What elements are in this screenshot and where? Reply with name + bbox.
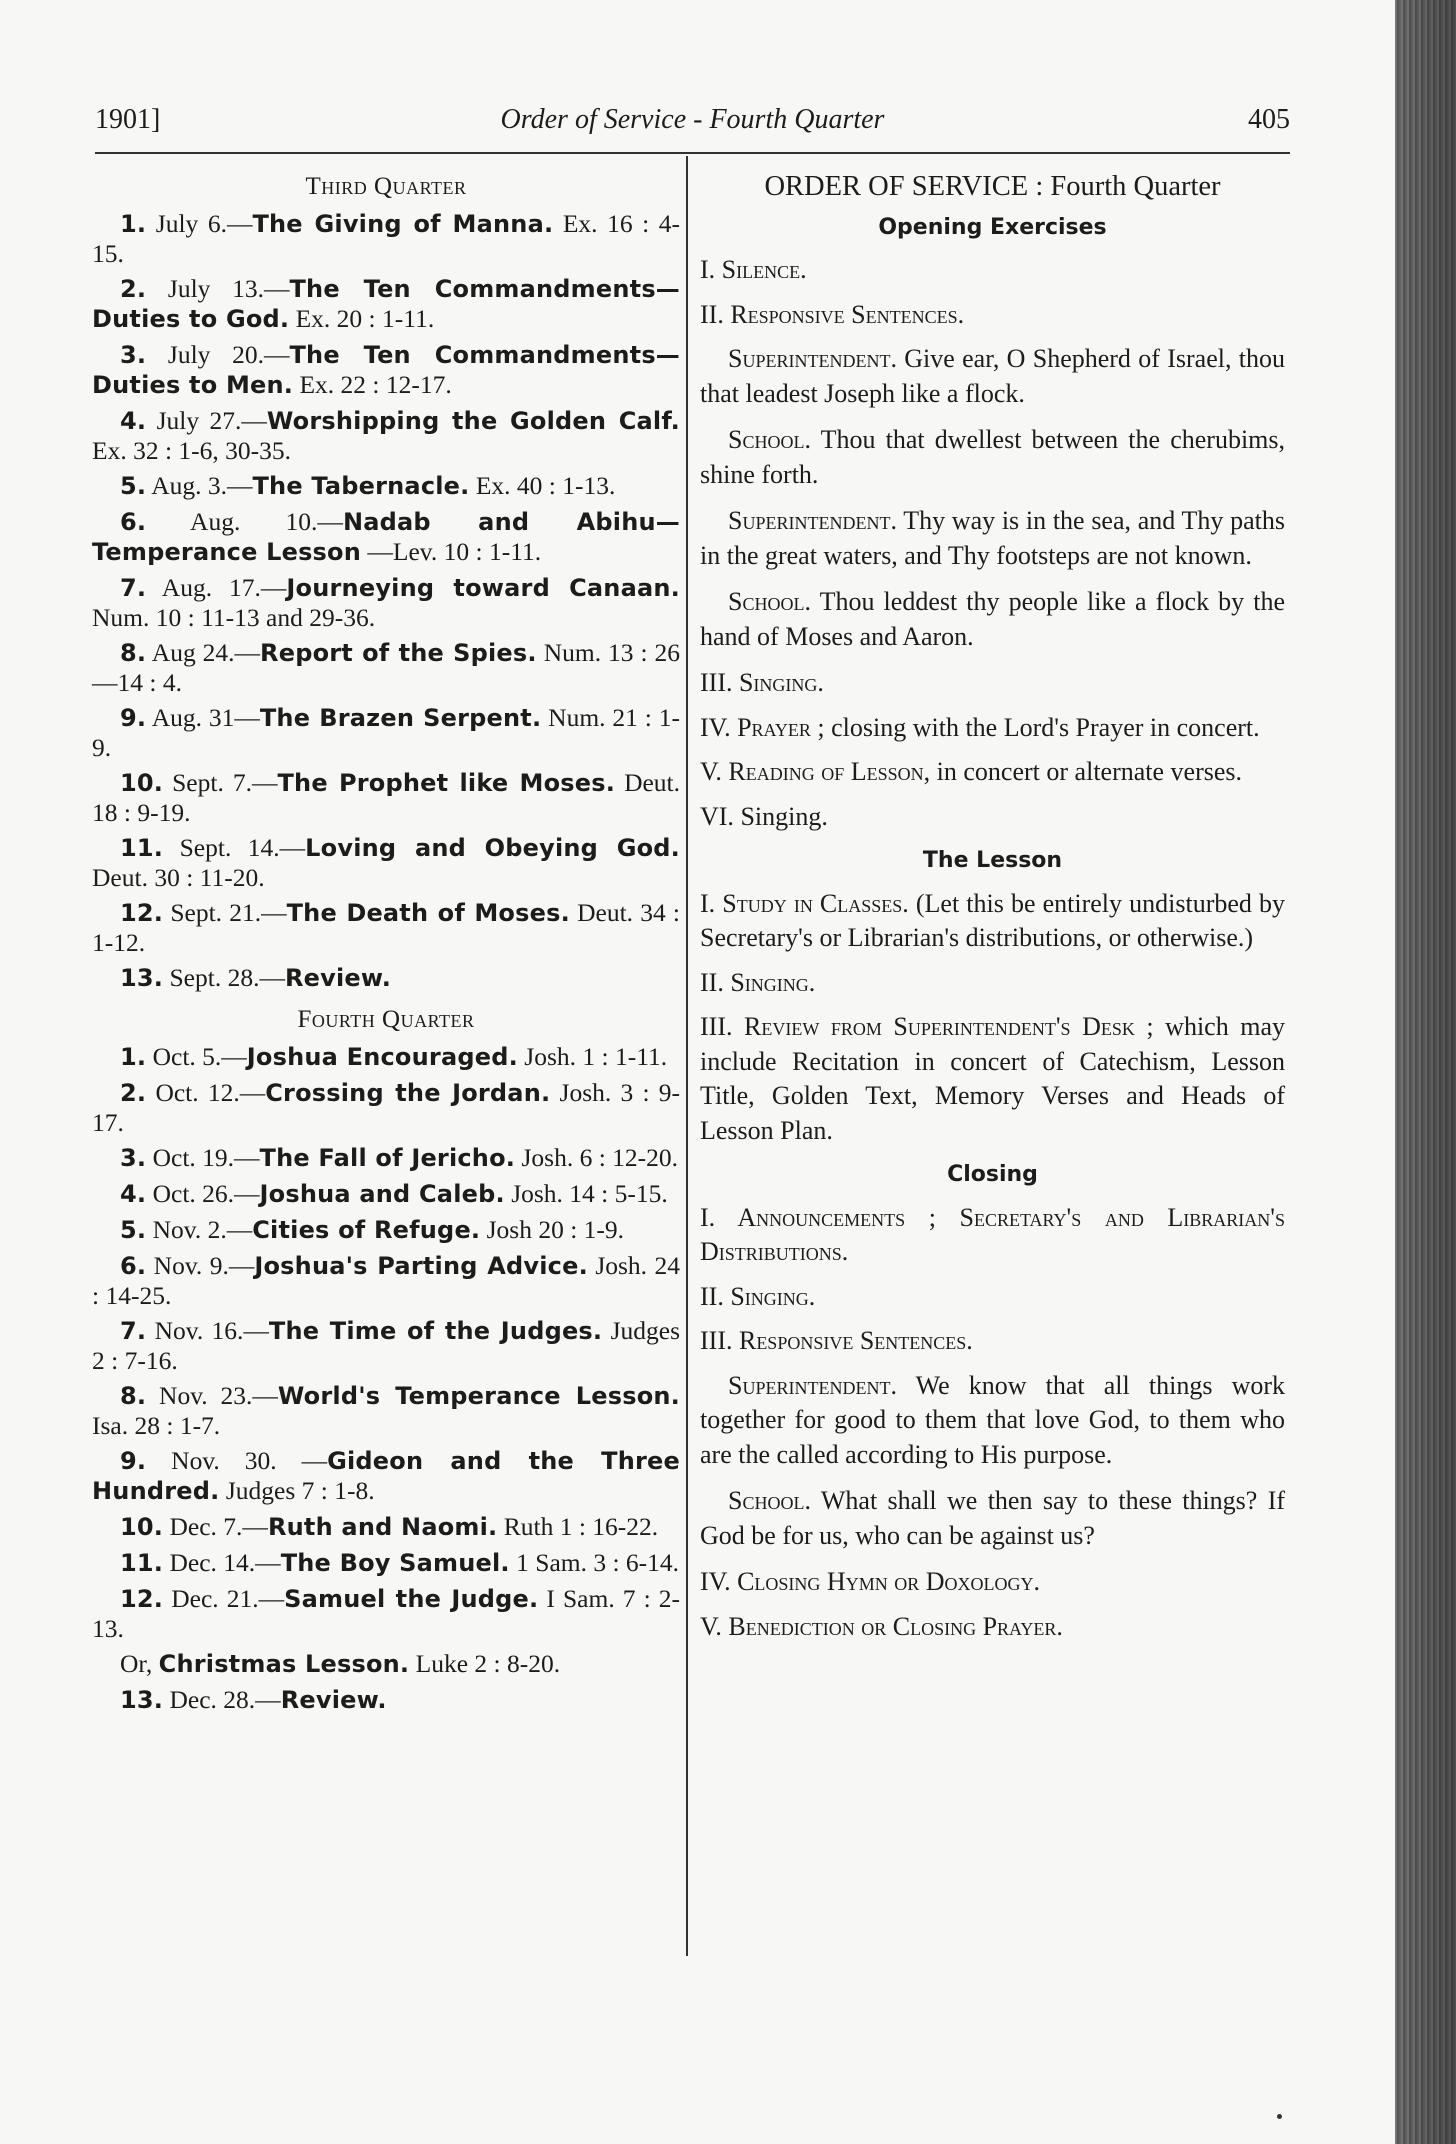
entry-number: 9. — [120, 704, 147, 732]
entry-ref: Deut. 18 : 9-19. — [92, 768, 681, 827]
entry-number: 10. — [120, 1513, 164, 1541]
entry-date: Sept. 21.— — [170, 898, 287, 927]
page-edges — [1395, 0, 1456, 2144]
lesson-entry — [92, 209, 680, 268]
entry-title: Samuel the Judge. — [284, 1585, 539, 1613]
entry-number: 11. — [120, 834, 164, 862]
order-of-service-column — [700, 168, 1285, 1654]
entry-title: Christmas Lesson. — [158, 1650, 410, 1678]
entry-ref: Ex. 22 : 12-17. — [299, 370, 452, 399]
entry-title: The Ten Commandments—Duties to Men. — [92, 341, 681, 399]
entry-title: The Ten Commandments—Duties to God. — [92, 275, 681, 333]
entry-ref: Ex. 40 : 1-13. — [475, 471, 616, 500]
fourth-quarter-list — [92, 1042, 680, 1643]
the-lesson-heading: The Lesson — [922, 848, 1063, 873]
item-lead: II. Responsive Sentences. — [700, 299, 965, 329]
entry-title: Ruth and Naomi. — [267, 1513, 498, 1541]
entry-number: 8. — [120, 639, 147, 667]
sentence-text: Thou leddest thy people like a flock by the hand of Moses and Aaron. — [700, 587, 1286, 651]
entry-number: 4. — [120, 1180, 147, 1208]
entry-date: July 20.— — [167, 340, 290, 369]
entry-title: Joshua's Parting Advice. — [254, 1252, 588, 1280]
lesson-entry — [92, 274, 680, 334]
entry-title: The Time of the Judges. — [268, 1317, 603, 1345]
sentence-text: Thou that dwellest between the cherubims, shine forth. — [700, 425, 1286, 489]
entry-number: 6. — [120, 1252, 147, 1280]
item-text: closing with the Lord's Prayer in concert. — [831, 712, 1260, 742]
item-lead: III. Responsive Sentences. — [700, 1326, 973, 1355]
service-item — [700, 1324, 1285, 1359]
lesson-entry — [92, 573, 680, 632]
lesson-entry — [92, 1251, 680, 1310]
entry-date: Sept. 14.— — [179, 833, 306, 862]
entry-ref: Josh. 24 : 14-25. — [92, 1251, 680, 1310]
entry-date: Aug. 17.— — [161, 573, 287, 602]
sentence-text: Thy way is in the sea, and Thy paths in the great waters, and Thy footsteps are not known. — [700, 506, 1285, 570]
entry-ref: —Lev. 10 : 1-11. — [367, 537, 542, 566]
third-quarter-list — [92, 209, 680, 993]
entry-title: The Prophet like Moses. — [277, 769, 616, 797]
entry-number: 12. — [120, 899, 164, 927]
service-title: ORDER OF SERVICE : Fourth Quarter — [764, 171, 1221, 202]
entry-number: 2. — [120, 275, 147, 303]
responsive-sentence — [700, 585, 1285, 654]
page-number: 405 — [1248, 104, 1290, 135]
entry-ref: Ex. 16 : 4-15. — [92, 209, 681, 268]
entry-title: Review. — [284, 964, 392, 992]
service-item — [700, 1565, 1285, 1600]
entry-number: 7. — [120, 574, 147, 602]
entry-title: Journeying toward Canaan. — [286, 574, 680, 602]
entry-date: Oct. 19.— — [152, 1143, 260, 1172]
lesson-entry — [92, 1584, 680, 1643]
entry-ref: Josh. 3 : 9-17. — [92, 1078, 680, 1137]
lesson-items — [700, 887, 1285, 1149]
item-lead: I. Silence. — [700, 255, 807, 284]
sentence-text: What shall we then say to these things? If God be for us, who can be against us? — [700, 1486, 1286, 1550]
entry-title: The Boy Samuel. — [280, 1549, 510, 1577]
closing-heading: Closing — [947, 1162, 1038, 1187]
third-quarter-heading: Third Quarter — [305, 173, 467, 200]
sentence-text: Give ear, O Shepherd of Israel, thou that leadest Joseph like a flock. — [700, 344, 1286, 408]
entry-title: Report of the Spies. — [260, 639, 537, 667]
header-rule — [95, 152, 1290, 154]
entry-date: Sept. 7.— — [172, 768, 278, 797]
entry-title: The Tabernacle. — [252, 472, 470, 500]
sentence-text: We know that all things work together for good to them that love God, to them who are the called according to His purpose. — [700, 1370, 1286, 1469]
entry-title: The Death of Moses. — [286, 899, 570, 927]
speaker-role: Superintendent. — [728, 506, 897, 535]
entry-ref: I Sam. 7 : 2-13. — [92, 1584, 681, 1643]
entry-ref: Num. 13 : 26—14 : 4. — [92, 638, 681, 697]
entry-ref: Num. 21 : 1-9. — [92, 703, 680, 762]
responsive-sentence — [700, 342, 1285, 411]
entry-date: Aug. 31— — [151, 703, 260, 732]
lesson-entry — [92, 1446, 680, 1506]
service-item — [700, 1010, 1285, 1148]
entry-title: The Giving of Manna. — [252, 210, 554, 238]
entry-title: Joshua and Caleb. — [259, 1180, 505, 1208]
item-lead: IV. Prayer ; — [700, 712, 825, 742]
lesson-entry — [92, 1042, 680, 1072]
entry-number: 2. — [120, 1079, 147, 1107]
responsive-sentence — [700, 1484, 1285, 1553]
lesson-entry — [92, 1381, 680, 1440]
running-head — [95, 104, 1290, 144]
entry-ref: Ex. 32 : 1-6, 30-35. — [92, 436, 292, 465]
entry-title: Gideon and the Three Hundred. — [92, 1447, 680, 1505]
responsive-sentences-2 — [700, 1369, 1285, 1554]
column-divider — [686, 156, 688, 1956]
entry-number: 13. — [120, 1686, 164, 1714]
entry-date: Dec. 14.— — [169, 1548, 281, 1577]
lesson-entry — [92, 703, 680, 762]
service-item — [700, 887, 1285, 956]
service-item — [700, 253, 1285, 288]
entry-date: Dec. 21.— — [171, 1584, 285, 1613]
entry-title: Nadab and Abihu—Temperance Lesson — [92, 508, 680, 566]
entry-number: 1. — [120, 210, 147, 238]
service-item — [700, 800, 1285, 835]
item-lead: V. Benediction or Closing Prayer. — [700, 1611, 1063, 1641]
entry-ref: Luke 2 : 8-20. — [415, 1649, 561, 1678]
entry-date: Nov. 2.— — [152, 1215, 253, 1244]
year-label: 1901] — [95, 104, 161, 135]
item-lead: VI. — [700, 801, 734, 831]
lesson-entry — [92, 1548, 680, 1578]
entry-date: Nov. 30. — — [171, 1446, 328, 1475]
service-item — [700, 1201, 1285, 1270]
entry-ref: Judges 7 : 1-8. — [225, 1476, 375, 1505]
service-item — [700, 1280, 1285, 1315]
item-lead: II. Singing. — [700, 967, 816, 997]
entry-date: Aug. 10.— — [190, 507, 343, 536]
responsive-sentence — [700, 504, 1285, 573]
entry-title: The Fall of Jericho. — [259, 1144, 516, 1172]
item-text: Singing. — [740, 801, 828, 831]
entry-number: 13. — [120, 964, 164, 992]
entry-ref: Deut. 30 : 11-20. — [92, 863, 265, 892]
entry-prefix: Or, — [120, 1649, 153, 1678]
entry-number: 5. — [120, 1216, 147, 1244]
entry-ref: Isa. 28 : 1-7. — [92, 1411, 221, 1440]
lesson-entry — [92, 1179, 680, 1209]
entry-number: 7. — [120, 1317, 147, 1345]
entry-ref: Josh. 6 : 12-20. — [521, 1143, 679, 1172]
entry-title: Cities of Refuge. — [252, 1216, 481, 1244]
speaker-role: School. — [728, 1486, 811, 1515]
responsive-sentence — [700, 1369, 1285, 1473]
entry-ref: Ruth 1 : 16-22. — [503, 1512, 659, 1541]
entry-title: Worshipping the Golden Calf. — [266, 407, 680, 435]
page-title: Order of Service - Fourth Quarter — [500, 104, 885, 135]
entry-date: Dec. 7.— — [169, 1512, 268, 1541]
closing-items-2 — [700, 1565, 1285, 1644]
item-lead: IV. Closing Hymn or Doxology. — [700, 1567, 1040, 1596]
lesson-entry — [92, 1215, 680, 1245]
lesson-entry — [92, 833, 680, 892]
service-item — [700, 755, 1285, 790]
opening-items — [700, 253, 1285, 332]
lesson-entry — [92, 963, 680, 993]
entry-number: 10. — [120, 769, 164, 797]
service-item — [700, 711, 1285, 746]
entry-ref: Deut. 34 : 1-12. — [92, 898, 681, 957]
service-item — [700, 666, 1285, 701]
speaker-role: School. — [728, 587, 811, 616]
entry-number: 5. — [120, 472, 147, 500]
speaker-role: Superintendent. — [728, 344, 897, 373]
service-item — [700, 966, 1285, 1001]
lesson-entry — [92, 340, 680, 400]
item-lead: V. Reading of Lesson, — [700, 757, 931, 786]
entry-title: Crossing the Jordan. — [265, 1079, 551, 1107]
entry-number: 1. — [120, 1043, 147, 1071]
entry-date: Aug 24.— — [151, 638, 261, 667]
lesson-entry — [92, 1512, 680, 1542]
entry-title: Review. — [280, 1686, 387, 1714]
item-lead: III. Singing. — [700, 668, 824, 697]
closing-items — [700, 1201, 1285, 1359]
entry-number: 8. — [120, 1382, 147, 1410]
entry-ref: Josh. 14 : 5-15. — [511, 1179, 668, 1208]
lesson-entry — [92, 406, 680, 465]
lesson-entry — [92, 1143, 680, 1173]
entry-date: Oct. 12.— — [155, 1078, 266, 1107]
entry-title: The Brazen Serpent. — [259, 704, 542, 732]
opening-exercises-heading: Opening Exercises — [878, 214, 1107, 240]
entry-title: World's Temperance Lesson. — [277, 1382, 680, 1410]
lesson-entry — [92, 898, 680, 957]
entry-number: 9. — [120, 1447, 147, 1475]
item-text: in concert or alternate verses. — [936, 757, 1243, 786]
service-item — [700, 298, 1285, 333]
entry-date: Aug. 3.— — [151, 471, 253, 500]
entry-date: Dec. 28.— — [169, 1685, 281, 1714]
fourth-quarter-heading: Fourth Quarter — [297, 1006, 475, 1033]
entry-number: 3. — [120, 1144, 147, 1172]
entry-ref: Josh. 1 : 1-11. — [524, 1042, 668, 1071]
entry-ref: 1 Sam. 3 : 6-14. — [516, 1548, 680, 1577]
entry-number: 12. — [120, 1585, 164, 1613]
entry-number: 4. — [120, 407, 147, 435]
speaker-role: Superintendent. — [728, 1370, 897, 1400]
entry-number: 11. — [120, 1549, 164, 1577]
item-lead: III. Review from Superintendent's Desk ; — [700, 1012, 1154, 1041]
entry-number: 3. — [120, 341, 147, 369]
entry-number: 6. — [120, 508, 147, 536]
item-lead: I. Study in Classes. — [700, 888, 909, 918]
lesson-entry — [92, 1078, 680, 1137]
speaker-role: School. — [728, 425, 811, 454]
item-text: which may include Recitation in concert of Catechism, Lesson Title, Golden Text, Memory Verses and Heads of Lesson Plan. — [700, 1012, 1286, 1145]
lesson-list-column — [92, 168, 680, 1721]
item-lead: I. Announcements ; Secretary's and Librarian's Distributions. — [700, 1202, 1285, 1266]
entry-ref: Ex. 20 : 1-11. — [295, 304, 435, 333]
entry-date: Oct. 26.— — [152, 1179, 260, 1208]
lesson-entry — [92, 768, 680, 827]
entry-date: Nov. 16.— — [154, 1316, 269, 1345]
lesson-entry-review — [92, 1685, 680, 1715]
lesson-entry-alternative — [92, 1649, 680, 1679]
entry-ref: Josh 20 : 1-9. — [486, 1215, 625, 1244]
lesson-entry — [92, 1316, 680, 1375]
entry-date: Nov. 9.— — [153, 1251, 255, 1280]
ink-speck — [1277, 2114, 1282, 2119]
opening-items-2 — [700, 666, 1285, 834]
lesson-entry — [92, 507, 680, 567]
entry-date: Oct. 5.— — [152, 1042, 247, 1071]
responsive-sentences-1 — [700, 342, 1285, 654]
entry-date: July 27.— — [156, 406, 267, 435]
entry-date: Sept. 28.— — [169, 963, 285, 992]
item-lead: II. Singing. — [700, 1281, 816, 1311]
entry-date: July 13.— — [167, 274, 290, 303]
entry-ref: Judges 2 : 7-16. — [92, 1316, 681, 1375]
entry-date: July 6.— — [155, 209, 253, 238]
lesson-entry — [92, 471, 680, 501]
item-text: (Let this be entirely undisturbed by Secretary's or Librarian's distributions, or otherwise.) — [700, 888, 1285, 952]
lesson-entry — [92, 638, 680, 697]
responsive-sentence — [700, 423, 1285, 492]
entry-title: Joshua Encouraged. — [246, 1043, 518, 1071]
entry-ref: Num. 10 : 11-13 and 29-36. — [92, 603, 376, 632]
entry-date: Nov. 23.— — [159, 1381, 278, 1410]
service-item — [700, 1610, 1285, 1645]
entry-title: Loving and Obeying God. — [305, 834, 680, 862]
